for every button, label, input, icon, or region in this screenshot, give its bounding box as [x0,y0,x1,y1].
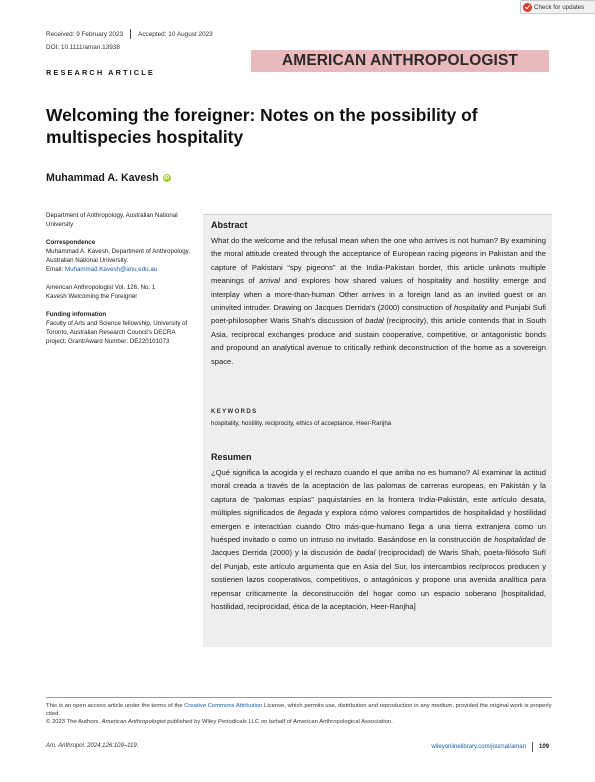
abstract-emphasis: badal [365,316,384,326]
correspondence-block [46,238,196,274]
accepted-date: Accepted: 10 August 2023 [138,30,213,38]
resumen-emphasis: hospitalidad [494,535,535,545]
abstract-text [211,234,546,368]
affiliation: Department of Anthropology, Australian National University [46,212,178,228]
license-notice [46,702,556,727]
article-title: Welcoming the foreigner: Notes on the possibility of multispecies hospitality [46,105,478,147]
journal-url-link[interactable]: wileyonlinelibrary.com/journal/aman [431,744,526,750]
funding-block [46,310,196,346]
license-text: License, which permits use, distribution and reproduction in any medium, provided the original work is properly cited. [46,703,552,718]
issue-block [46,283,196,301]
email-label: Email: [46,266,65,273]
footer-divider [46,697,552,698]
abstract-emphasis: hospitality [454,303,488,313]
resumen-text-part: ¿Qué significa la acogida y el rechazo cuando el que arriba no es humano? Al examinar la actitud moral creada a través de la aceptación de las palomas de carreras europeas, en Pakistán y la captura de “palomas espías” paquistaníes en la frontera India-Pakistán, este artículo desata, múltiples significados de [211,468,546,518]
running-title: Kavesh Welcoming the Foreigner [46,293,138,300]
abstract-text-part: (reciprocity), this article contends that in South Asia, reciprocal exchanges produce and sustain cooperative, competitive, or antagonistic bonds and propound an analytical avenue to critically rethink deconstruction of the home as a sovereign space. [211,316,546,366]
citation-line: Am. Anthropol. 2024;126:109–119. [46,743,139,749]
author [46,172,171,184]
journal-banner [251,50,549,72]
article-type: RESEARCH ARTICLE [46,68,155,77]
correspondence-text: Muhammad A. Kavesh, Department of Anthropology, Australian National University. [46,248,190,264]
footer-divider-vertical [532,742,533,752]
abstract-box [203,214,552,647]
copyright-line [46,718,556,726]
email-line [46,265,196,274]
meta-divider [130,29,131,39]
resumen-text [211,466,546,613]
page-footer-right [431,742,549,752]
journal-name: AMERICAN ANTHROPOLOGIST [282,52,518,69]
article-sidebar [46,211,196,355]
copyright-text: © 2023 The Authors. [46,719,102,726]
license-line [46,702,556,718]
page-number: 109 [538,744,549,750]
copyright-text: published by Wiley Periodicals LLC on behalf of American Anthropological Association. [165,719,393,726]
resumen-text-part: (reciprocidad) de Waris Shah, poeta-filósofo Sufí del Punjab, este artículo argumenta que en Asia del Sur, los intercambios recíprocos producen y sostienen lazos cooperativos, competitivos, o antagónicos y propone una avenida analítica para repensar críticamente la deconstrucción del hogar como un espacio soberano [hospitalidad, hostilidad, reciprocidad, ética de la aceptación, Heer-Ranjha] [211,548,546,612]
email-link[interactable]: Muhammad.Kavesh@anu.edu.au [64,266,158,273]
abstract-heading: Abstract [211,220,248,230]
copyright-journal: American Anthropologist [101,719,166,726]
check-for-updates-label: Check for updates [534,3,585,11]
resumen-text-part: y explora cómo valores compartidos de hospitalidad y hostilidad emergen e interactúan cuando Otro más-que-humano llega a una tierra extranjera como un huésped invitado o como un intruso no invitado. Basándose en la construcción de [211,508,546,545]
abstract-text-part: and explores how shared values of hospitality and hostility emerge and interplay when a more-than-human Other arrives in a foreign land as an invited guest or an uninvited intruder. Drawing on Jacques Derrida's (2000) construction of [211,276,546,313]
license-link[interactable]: Creative Commons Attribution [184,703,263,709]
license-text: This is an open access article under the terms of the [46,703,185,709]
dates-line [46,29,213,39]
author-name[interactable]: Muhammad A. Kavesh [46,172,159,184]
check-circle-icon [523,3,532,12]
abstract-text-part: What do the welcome and the refusal mean when the one who arrives is not human? By examining the moral attitude created through the acceptance of European racing pigeons in Pakistan and the capture of Pakistani “spy pigeons” at the India-Pakistan border, this article unknots multiple meanings of [211,236,546,286]
resumen-text-part: de Jacques Derrida (2000) y la discusión de [211,535,546,558]
issue-info: American Anthropologist Vol. 126, No. 1 [46,284,156,291]
resumen-emphasis: llegada [297,508,323,518]
correspondence-heading: Correspondence [46,239,96,246]
keywords-heading: KEYWORDS [211,409,258,415]
resumen-emphasis: badal [356,548,376,558]
funding-heading: Funding information [46,311,107,318]
check-for-updates-badge[interactable] [520,0,595,14]
funding-text: Faculty of Arts and Science fellowship, University of Toronto, Australian Research Council's DECRA project, Grant/Award Number: DE220101073 [46,320,188,345]
keywords-text: hospitality, hostility, reciprocity, ethics of acceptance, Heer-Ranjha [211,420,392,427]
resumen-heading: Resumen [211,452,252,462]
abstract-text-part: and Punjabi Sufi poet-philosopher Waris Shah's discussion of [211,303,546,326]
received-date: Received: 9 February 2023 [46,30,124,38]
doi[interactable]: DOI: 10.1111/aman.13938 [46,44,120,51]
abstract-emphasis: arrival [259,276,280,286]
orcid-icon[interactable]: iD [164,175,170,181]
